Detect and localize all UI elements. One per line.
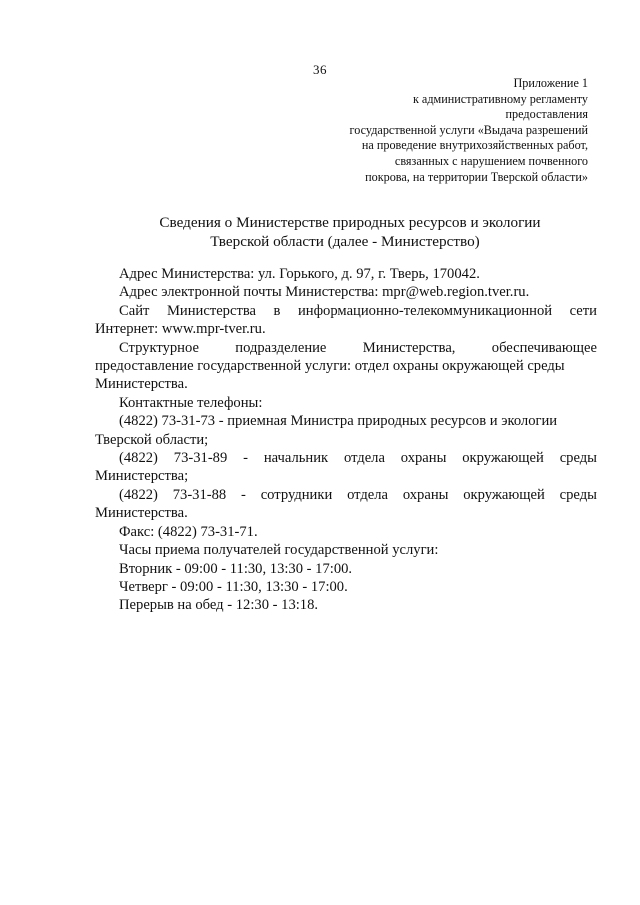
phone-word: - <box>243 450 248 467</box>
division-line <box>95 339 597 357</box>
phone-word: сотрудники <box>260 486 333 503</box>
appendix-header <box>258 76 588 185</box>
phones-heading: Контактные телефоны: <box>119 394 263 411</box>
phone-reception-end: Тверской области; <box>95 431 209 448</box>
ministry-site-line <box>95 302 597 320</box>
ministry-address: Адрес Министерства: ул. Горького, д. 97, г. Тверь, 170042. <box>119 266 480 282</box>
site-word: Сайт <box>119 302 150 319</box>
appendix-line: Приложение 1 <box>513 76 588 90</box>
ministry-site-url: Интернет: www.mpr-tver.ru. <box>95 321 266 338</box>
phone-word: среды <box>559 486 597 503</box>
phone-head-line <box>95 449 597 467</box>
phone-word: охраны <box>400 450 447 467</box>
appendix-line: государственной услуги «Выдача разрешений <box>349 122 588 137</box>
fax: Факс: (4822) 73-31-71. <box>119 523 258 540</box>
hours-heading: Часы приема получателей государственной услуги: <box>119 542 439 559</box>
division-text-end: Министерства. <box>95 376 188 393</box>
phone-head-end: Министерства; <box>95 468 189 485</box>
division-word: подразделение <box>235 339 327 356</box>
page-number: 36 <box>313 62 327 77</box>
site-word: Министерства <box>166 302 257 319</box>
appendix-line: предоставления <box>505 107 588 122</box>
title-line-2: Тверской области (далее - Министерство) <box>210 232 480 250</box>
phone-word: начальник <box>263 450 329 467</box>
phone-word: среды <box>559 450 597 467</box>
phone-word: отдела <box>347 486 389 503</box>
phone-staff-line <box>95 486 597 504</box>
division-word: Структурное <box>119 339 199 356</box>
phone-word: - <box>241 486 246 503</box>
appendix-line: покрова, на территории Тверской области» <box>365 169 588 184</box>
appendix-line: к административному регламенту <box>412 91 588 106</box>
phone-reception: (4822) 73-31-73 - приемная Министра природных ресурсов и экологии <box>119 413 558 430</box>
phone-word: окружающей <box>463 486 545 503</box>
phone-word: 73-31-89 <box>173 450 228 467</box>
title-line-1: Сведения о Министерстве природных ресурсов и экологии <box>159 214 541 231</box>
site-word: информационно-телекоммуникационной <box>297 302 553 319</box>
phone-word: (4822) <box>119 450 158 467</box>
appendix-line: на проведение внутрихозяйственных работ, <box>361 138 588 153</box>
lunch-break: Перерыв на обед - 12:30 - 13:18. <box>119 597 319 614</box>
division-text: предоставление государственной услуги: отдел охраны окружающей среды <box>95 358 565 375</box>
phone-word: окружающей <box>462 450 544 467</box>
site-word: сети <box>569 302 597 319</box>
phone-word: отдела <box>343 450 385 467</box>
division-word: Министерства, <box>362 339 456 356</box>
site-word: в <box>273 302 281 319</box>
phone-word: 73-31-88 <box>172 486 227 503</box>
document-title <box>0 214 640 251</box>
appendix-line: связанных с нарушением почвенного <box>394 153 588 168</box>
phone-word: охраны <box>402 486 449 503</box>
hours-tuesday: Вторник - 09:00 - 11:30, 13:30 - 17:00. <box>119 560 353 577</box>
division-word: обеспечивающее <box>491 339 597 356</box>
hours-thursday: Четверг - 09:00 - 11:30, 13:30 - 17:00. <box>119 578 348 595</box>
phone-staff-end: Министерства. <box>95 505 188 522</box>
phone-word: (4822) <box>119 486 158 503</box>
document-body <box>95 265 597 615</box>
ministry-email: Адрес электронной почты Министерства: mpr@web.region.tver.ru. <box>119 284 530 301</box>
